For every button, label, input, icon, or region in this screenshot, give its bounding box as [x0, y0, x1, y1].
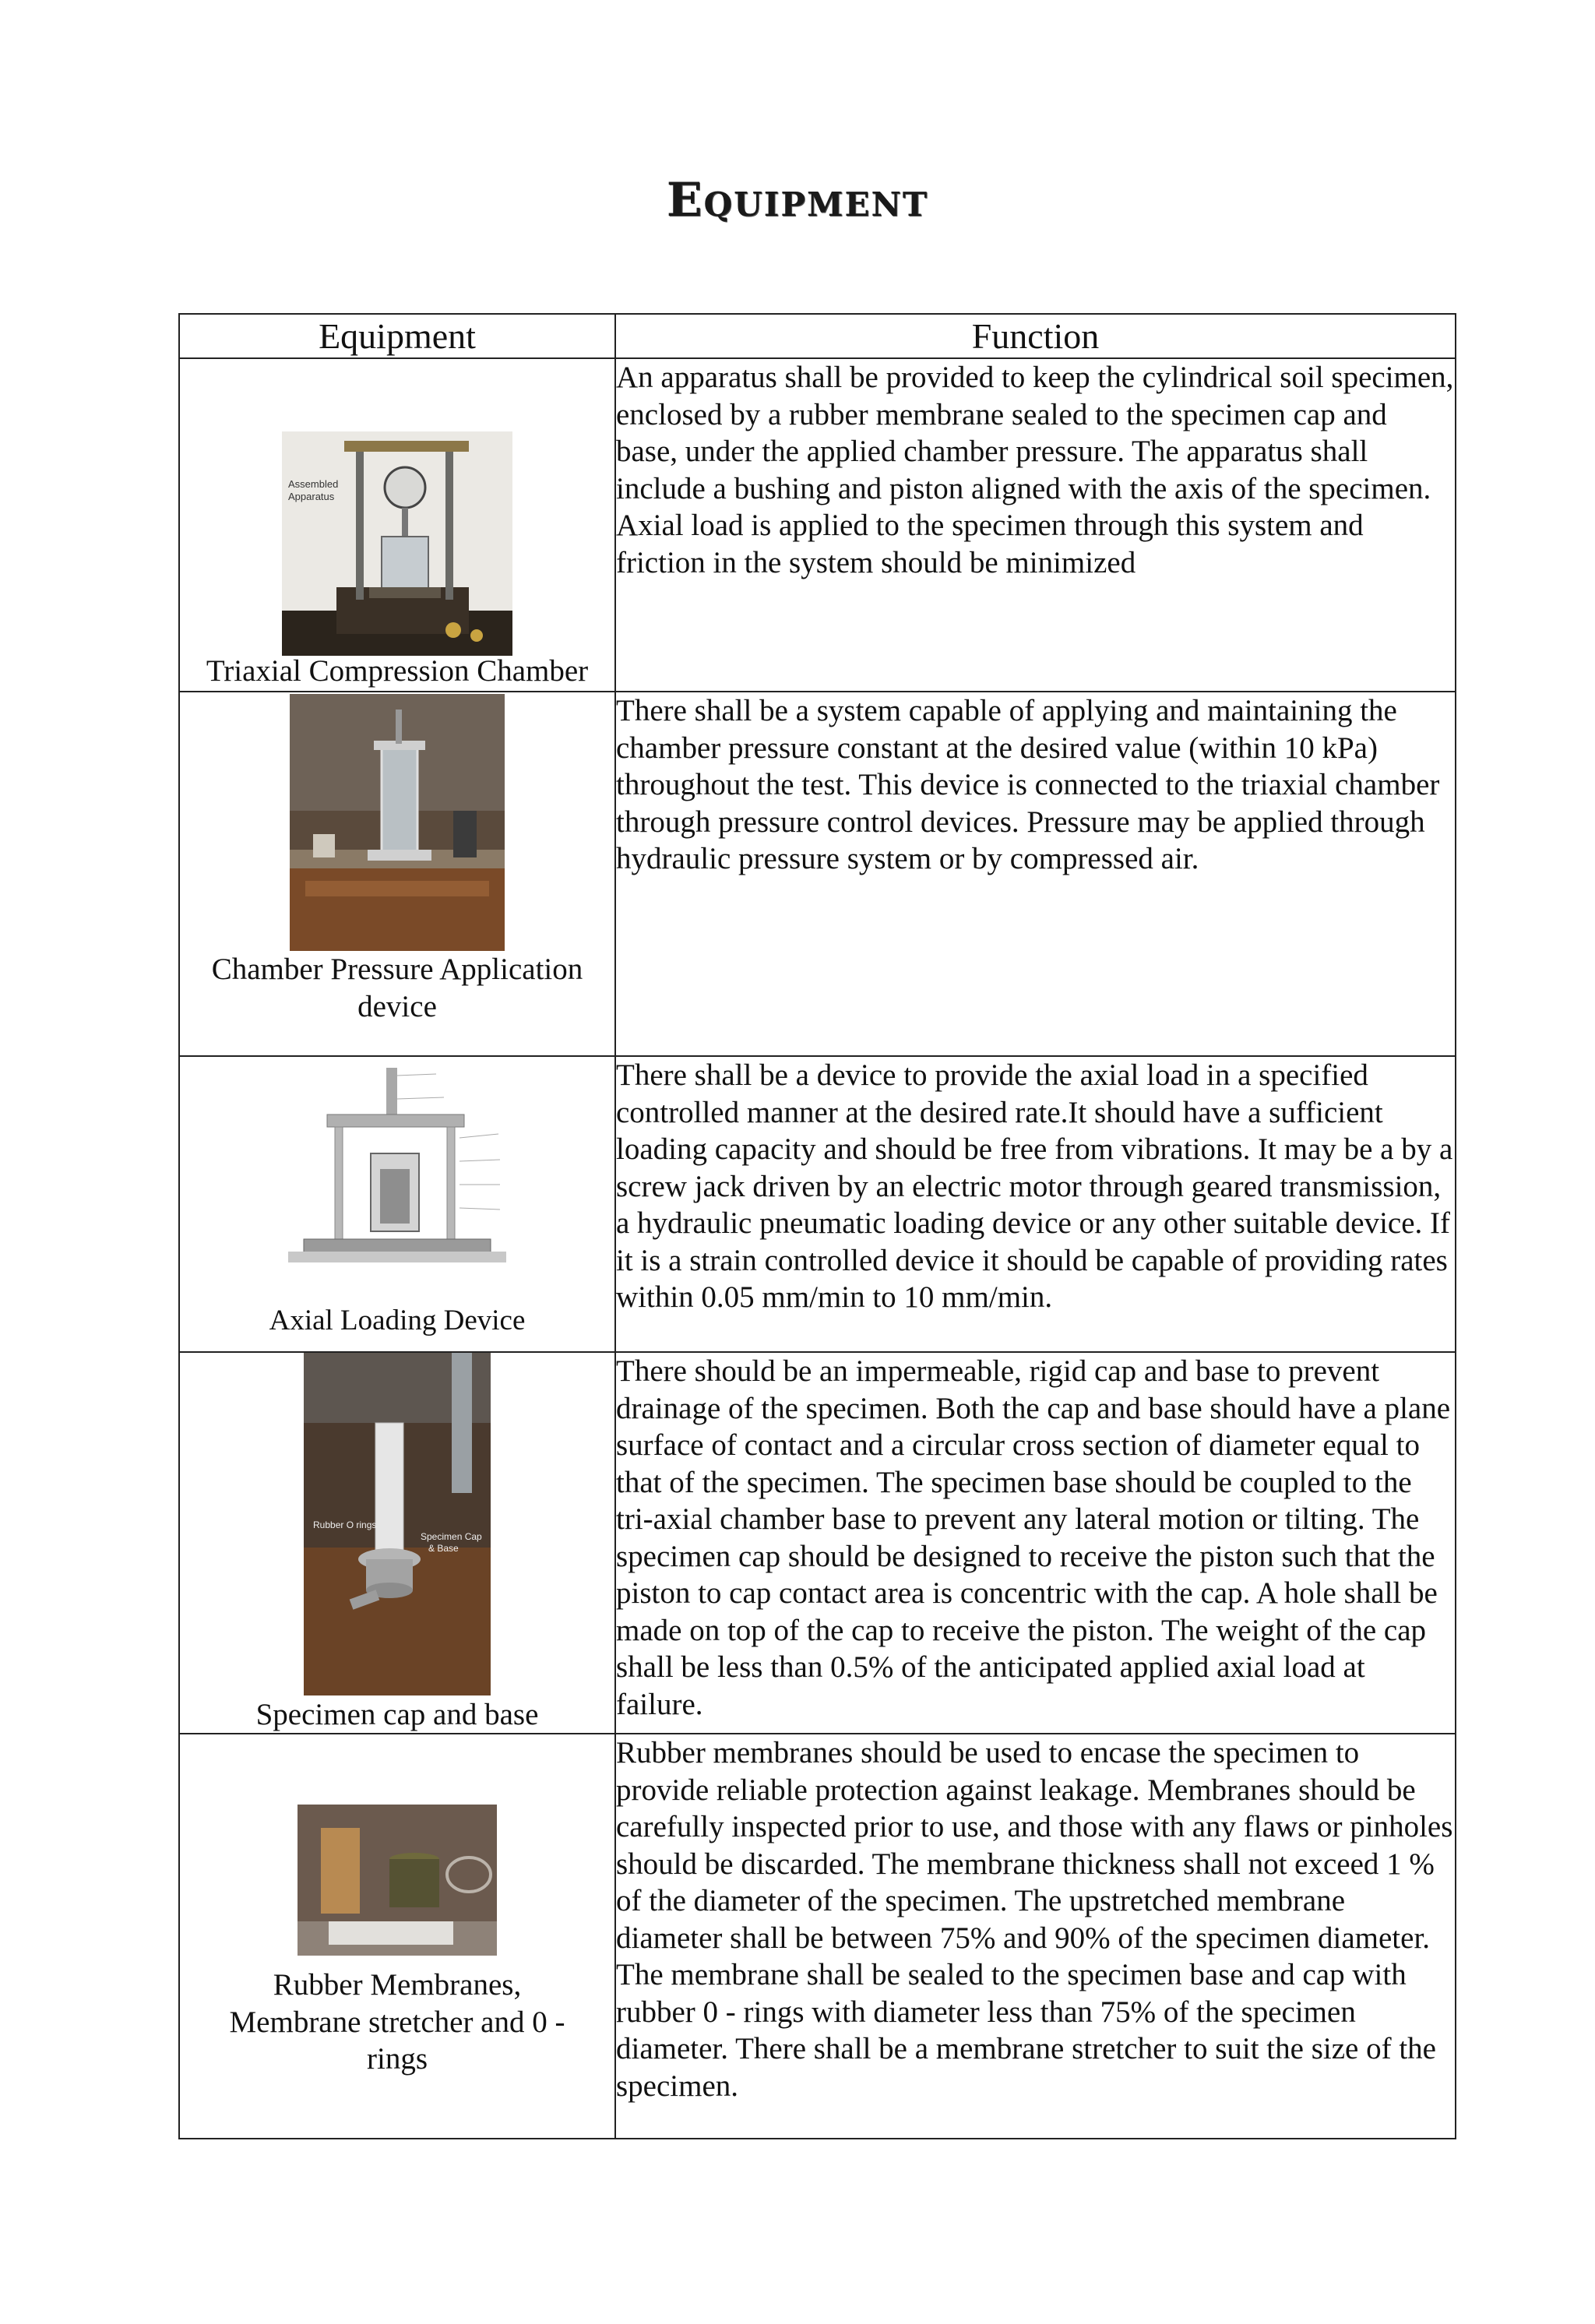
svg-text:Apparatus: Apparatus [288, 491, 335, 502]
equipment-cell [179, 1734, 615, 2139]
table-row [179, 358, 1456, 692]
column-header-equipment: Equipment [179, 314, 615, 358]
function-cell: An apparatus shall be provided to keep the cylindrical soil specimen, enclosed by a rubber membrane sealed to the specimen cap and base, under the applied chamber pressure. The apparatus shall include a bushing and piston aligned with the axis of the specimen. Axial load is applied to the specimen through this system and friction in the system should be minimized [615, 358, 1456, 692]
table-row [179, 692, 1456, 1056]
equipment-name: Chamber Pressure Application device [211, 952, 583, 1023]
equipment-name: Rubber Membranes, Membrane stretcher and 0 - rings [229, 1968, 565, 2076]
table-header-row [179, 314, 1456, 358]
rubber-membranes-photo [298, 1805, 497, 1956]
page-title: Equipment [666, 173, 929, 227]
table-row [179, 1056, 1456, 1352]
triaxial-chamber-photo [282, 431, 512, 656]
svg-text:& Base: & Base [428, 1543, 459, 1554]
function-cell: There shall be a system capable of applying and maintaining the chamber pressure constant at the desired value (within 10 kPa) throughout the test. This device is connected to the triaxial chamber through pressure control devices. Pressure may be applied through hydraulic pressure system or by compressed air. [615, 692, 1456, 1056]
table-row [179, 1352, 1456, 1734]
svg-text:Assembled: Assembled [288, 478, 339, 490]
function-cell: There should be an impermeable, rigid cap and base to prevent drainage of the specimen. Both the cap and base should have a plane surface of contact and a circular cross section of diameter equal to that of the specimen. The specimen base should be coupled to the tri-axial chamber base to prevent any lateral motion or tilting. The specimen cap should be designed to receive the piston such that the piston to cap contact area is concentric with the cap. A hole shall be made on top of the cap to receive the piston. The weight of the cap shall be less than 0.5% of the anticipated applied axial load at failure. [615, 1352, 1456, 1734]
equipment-name: Triaxial Compression Chamber [206, 653, 589, 688]
equipment-cell [179, 1056, 615, 1352]
specimen-cap-base-photo [304, 1353, 491, 1695]
equipment-name: Axial Loading Device [269, 1304, 526, 1336]
axial-loading-device-diagram [280, 1060, 514, 1294]
function-cell: There shall be a device to provide the axial load in a specified controlled manner at the desired rate.It should have a sufficient loading capacity and should be free from vibrations. It may be a by a screw jack driven by an electric motor through geared transmission, a hydraulic pneumatic loading device or any other suitable device. If it is a strain controlled device it should be capable of providing rates within 0.05 mm/min to 10 mm/min. [615, 1056, 1456, 1352]
function-cell: Rubber membranes should be used to encase the specimen to provide reliable protection against leakage. Membranes should be carefully inspected prior to use, and those with any flaws or pinholes should be discarded. The membrane thickness shall not exceed 1 % of the diameter of the specimen. The upstretched membrane diameter shall be between 75% and 90% of the specimen diameter. The membrane shall be sealed to the specimen base and cap with rubber 0 - rings with diameter less than 75% of the specimen diameter. There shall be a membrane stretcher to suit the size of the specimen. [615, 1734, 1456, 2139]
chamber-pressure-device-photo [290, 694, 505, 951]
equipment-table [178, 313, 1456, 2139]
equipment-name: Specimen cap and base [255, 1697, 539, 1731]
column-header-function: Function [615, 314, 1456, 358]
svg-text:Specimen Cap: Specimen Cap [421, 1531, 482, 1542]
equipment-cell [179, 692, 615, 1056]
svg-text:Rubber O rings: Rubber O rings [313, 1519, 377, 1530]
equipment-cell [179, 358, 615, 692]
table-row [179, 1734, 1456, 2139]
equipment-cell [179, 1352, 615, 1734]
